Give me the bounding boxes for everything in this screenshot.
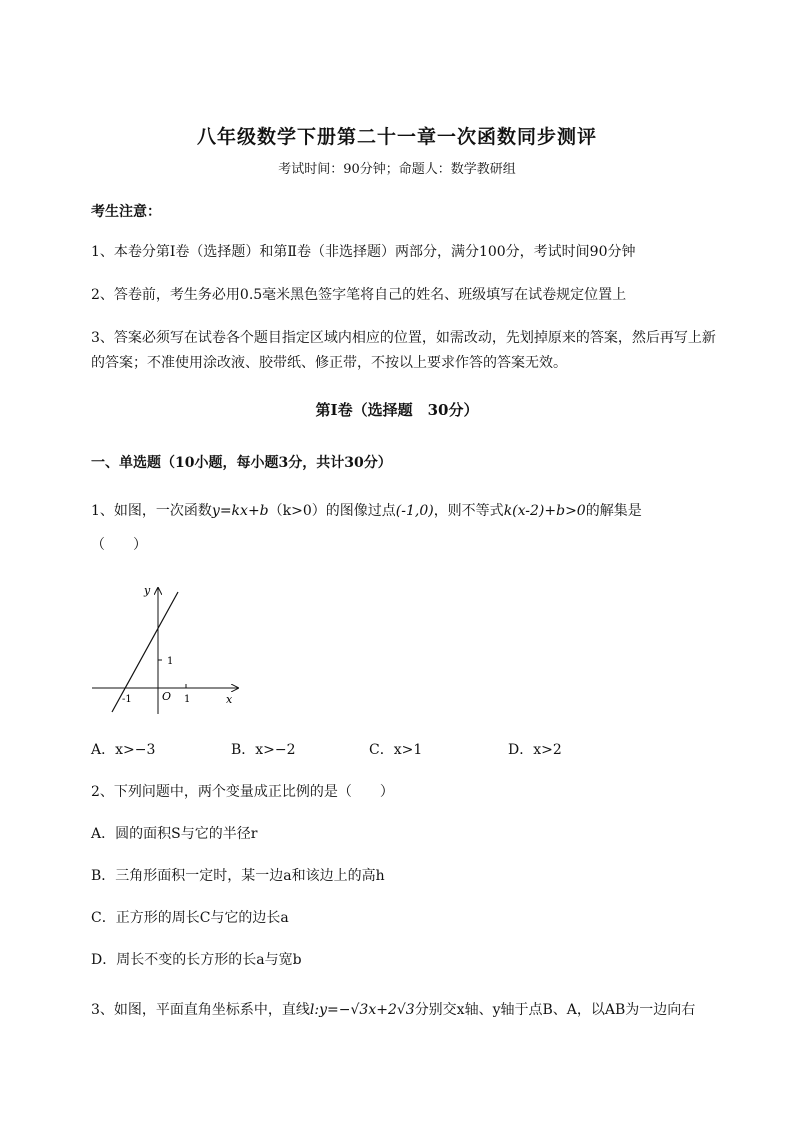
q1-option-a[interactable]: A．x>−3 [91, 742, 156, 758]
q1-text-d: 的解集是 [585, 503, 642, 519]
q1-option-b[interactable]: B．x>−2 [231, 742, 296, 758]
q2-option-a[interactable]: A．圆的面积S与它的半径r [91, 826, 258, 842]
q1-function: y=kx+b [211, 503, 269, 519]
q3-text-b: 分别交x轴、y轴于点B、A，以AB为一边向右 [414, 1002, 696, 1018]
q3-text-a: 3、如图，平面直角坐标系中，直线 [91, 1002, 310, 1018]
x-axis-label: x [226, 693, 233, 706]
q1-graph [88, 578, 248, 718]
origin-label: O [162, 690, 172, 703]
y-tick-label: 1 [167, 656, 174, 667]
y-axis-label: y [144, 584, 151, 597]
section-title: 第Ⅰ卷（选择题 30分） [315, 401, 479, 419]
notice-item-3-cont: 的答案；不准使用涂改液、胶带纸、修正带，不按以上要求作答的答案无效。 [91, 355, 567, 371]
notice-item-1: 1、本卷分第Ⅰ卷（选择题）和第Ⅱ卷（非选择题）两部分，满分100分，考试时间90分钟 [91, 244, 636, 260]
neg-one-label: -1 [122, 694, 132, 705]
q1-inequality: k(x-2)+b>0 [503, 503, 586, 519]
q2-option-c[interactable]: C．正方形的周长C与它的边长a [91, 910, 289, 926]
exam-info: 考试时间：90分钟；命题人：数学教研组 [278, 162, 516, 177]
question-3-stem [91, 999, 695, 1019]
q1-text-a: 1、如图，一次函数 [91, 503, 212, 519]
q2-option-b[interactable]: B．三角形面积一定时，某一边a和该边上的高h [91, 868, 385, 884]
q1-text-c: ，则不等式 [433, 503, 504, 519]
q1-option-d[interactable]: D．x>2 [508, 742, 562, 758]
x-tick-label: 1 [184, 694, 191, 705]
question-2-stem: 2、下列问题中，两个变量成正比例的是（ ） [91, 784, 394, 800]
q2-option-d[interactable]: D．周长不变的长方形的长a与宽b [91, 952, 302, 968]
notice-heading: 考生注意： [91, 204, 161, 220]
q1-answer-paren: （ ） [91, 537, 147, 553]
q3-line-equation: l:y=−√3x+2√3 [309, 1002, 415, 1018]
q1-option-c[interactable]: C．x>1 [369, 742, 423, 758]
page-title: 八年级数学下册第二十一章一次函数同步测评 [196, 126, 597, 148]
part-heading: 一、单选题（10小题，每小题3分，共计30分） [91, 455, 392, 471]
q1-point: (-1,0) [395, 503, 434, 519]
question-1-stem [91, 500, 642, 520]
notice-item-2: 2、答卷前，考生务必用0.5毫米黑色签字笔将自己的姓名、班级填写在试卷规定位置上 [91, 287, 627, 303]
q1-text-b: （k>0）的图像过点 [268, 503, 396, 519]
notice-item-3: 3、答案必须写在试卷各个题目指定区域内相应的位置，如需改动，先划掉原来的答案，然后再写上新 [91, 330, 716, 346]
